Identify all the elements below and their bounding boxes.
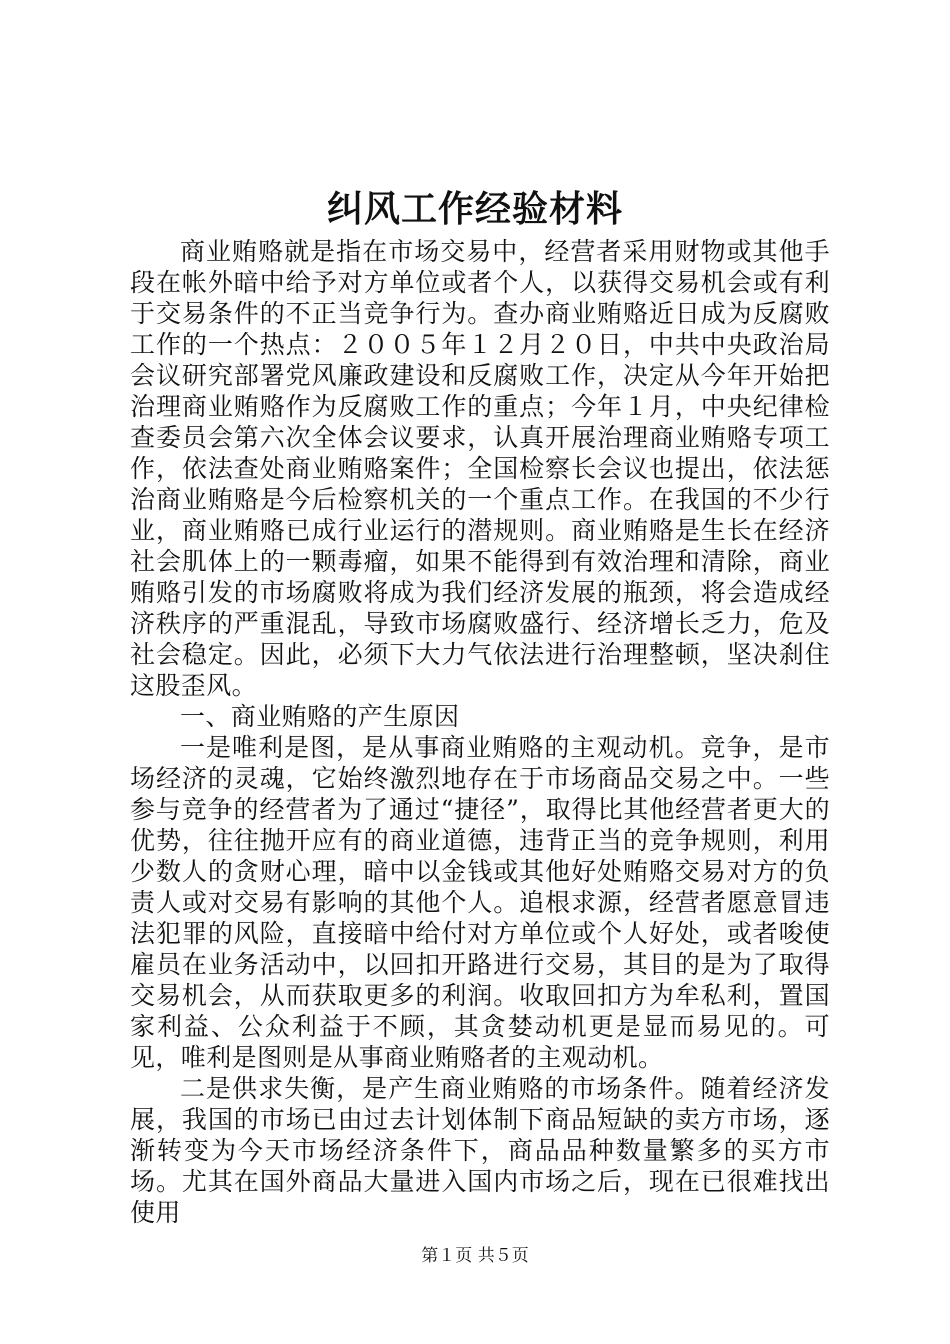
section-heading: 一、商业贿赂的产生原因 [180,702,460,731]
page-number: 第１页 共５页 [421,1246,529,1266]
paragraph-intro: 商业贿赂就是指在市场交易中，经营者采用财物或其他手段在帐外暗中给予对方单位或者个人，以获得交易机会或有利于交易条件的不正当竞争行为。查办商业贿赂近日成为反腐败工作的一个热点：２００５年１２月２０日，中共中央政治局会议研究部署党风廉政建设和反腐败工作，决定从今年开始把治理商业贿赂作为反腐败工作的重点；今年１月，中央纪律检查委员会第六次全体会议要求，认真开展治理商业贿赂专项工作，依法查处商业贿赂案件；全国检察长会议也提出，依法惩治商业贿赂是今后检察机关的一个重点工作。在我国的不少行业，商业贿赂已成行业运行的潜规则。商业贿赂是生长在经济社会肌体上的一颗毒瘤，如果不能得到有效治理和清除，商业贿赂引发的市场腐败将成为我们经济发展的瓶颈，将会造成经济秩序的严重混乱，导致市场腐败盛行、经济增长乏力，危及社会稳定。因此，必须下大力气依法进行治理整顿，坚决刹住这股歪风。 [130,237,830,700]
paragraph-reason-one: 一是唯利是图，是从事商业贿赂的主观动机。竞争，是市场经济的灵魂，它始终激烈地存在于市场商品交易之中。一些参与竞争的经营者为了通过“捷径”，取得比其他经营者更大的优势，往往抛开应有的商业道德，违背正当的竞争规则，利用少数人的贪财心理，暗中以金钱或其他好处贿赂交易对方的负责人或对交易有影响的其他个人。追根求源，经营者愿意冒违法犯罪的风险，直接暗中给付对方单位或个人好处，或者唆使雇员在业务活动中，以回扣开路进行交易，其目的是为了取得交易机会，从而获取更多的利润。收取回扣方为牟私利，置国家利益、公众利益于不顾，其贪婪动机更是显而易见的。可见，唯利是图则是从事商业贿赂者的主观动机。 [130,733,830,1072]
document-title: 纠风工作经验材料 [326,188,623,230]
document-body [130,236,830,1228]
paragraph-reason-two: 二是供求失衡，是产生商业贿赂的市场条件。随着经济发展，我国的市场已由过去计划体制下商品短缺的卖方市场，逐渐转变为今天市场经济条件下，商品品种数量繁多的买方市场。尤其在国外商品大量进入国内市场之后，现在已很难找出使用 [130,1074,830,1227]
